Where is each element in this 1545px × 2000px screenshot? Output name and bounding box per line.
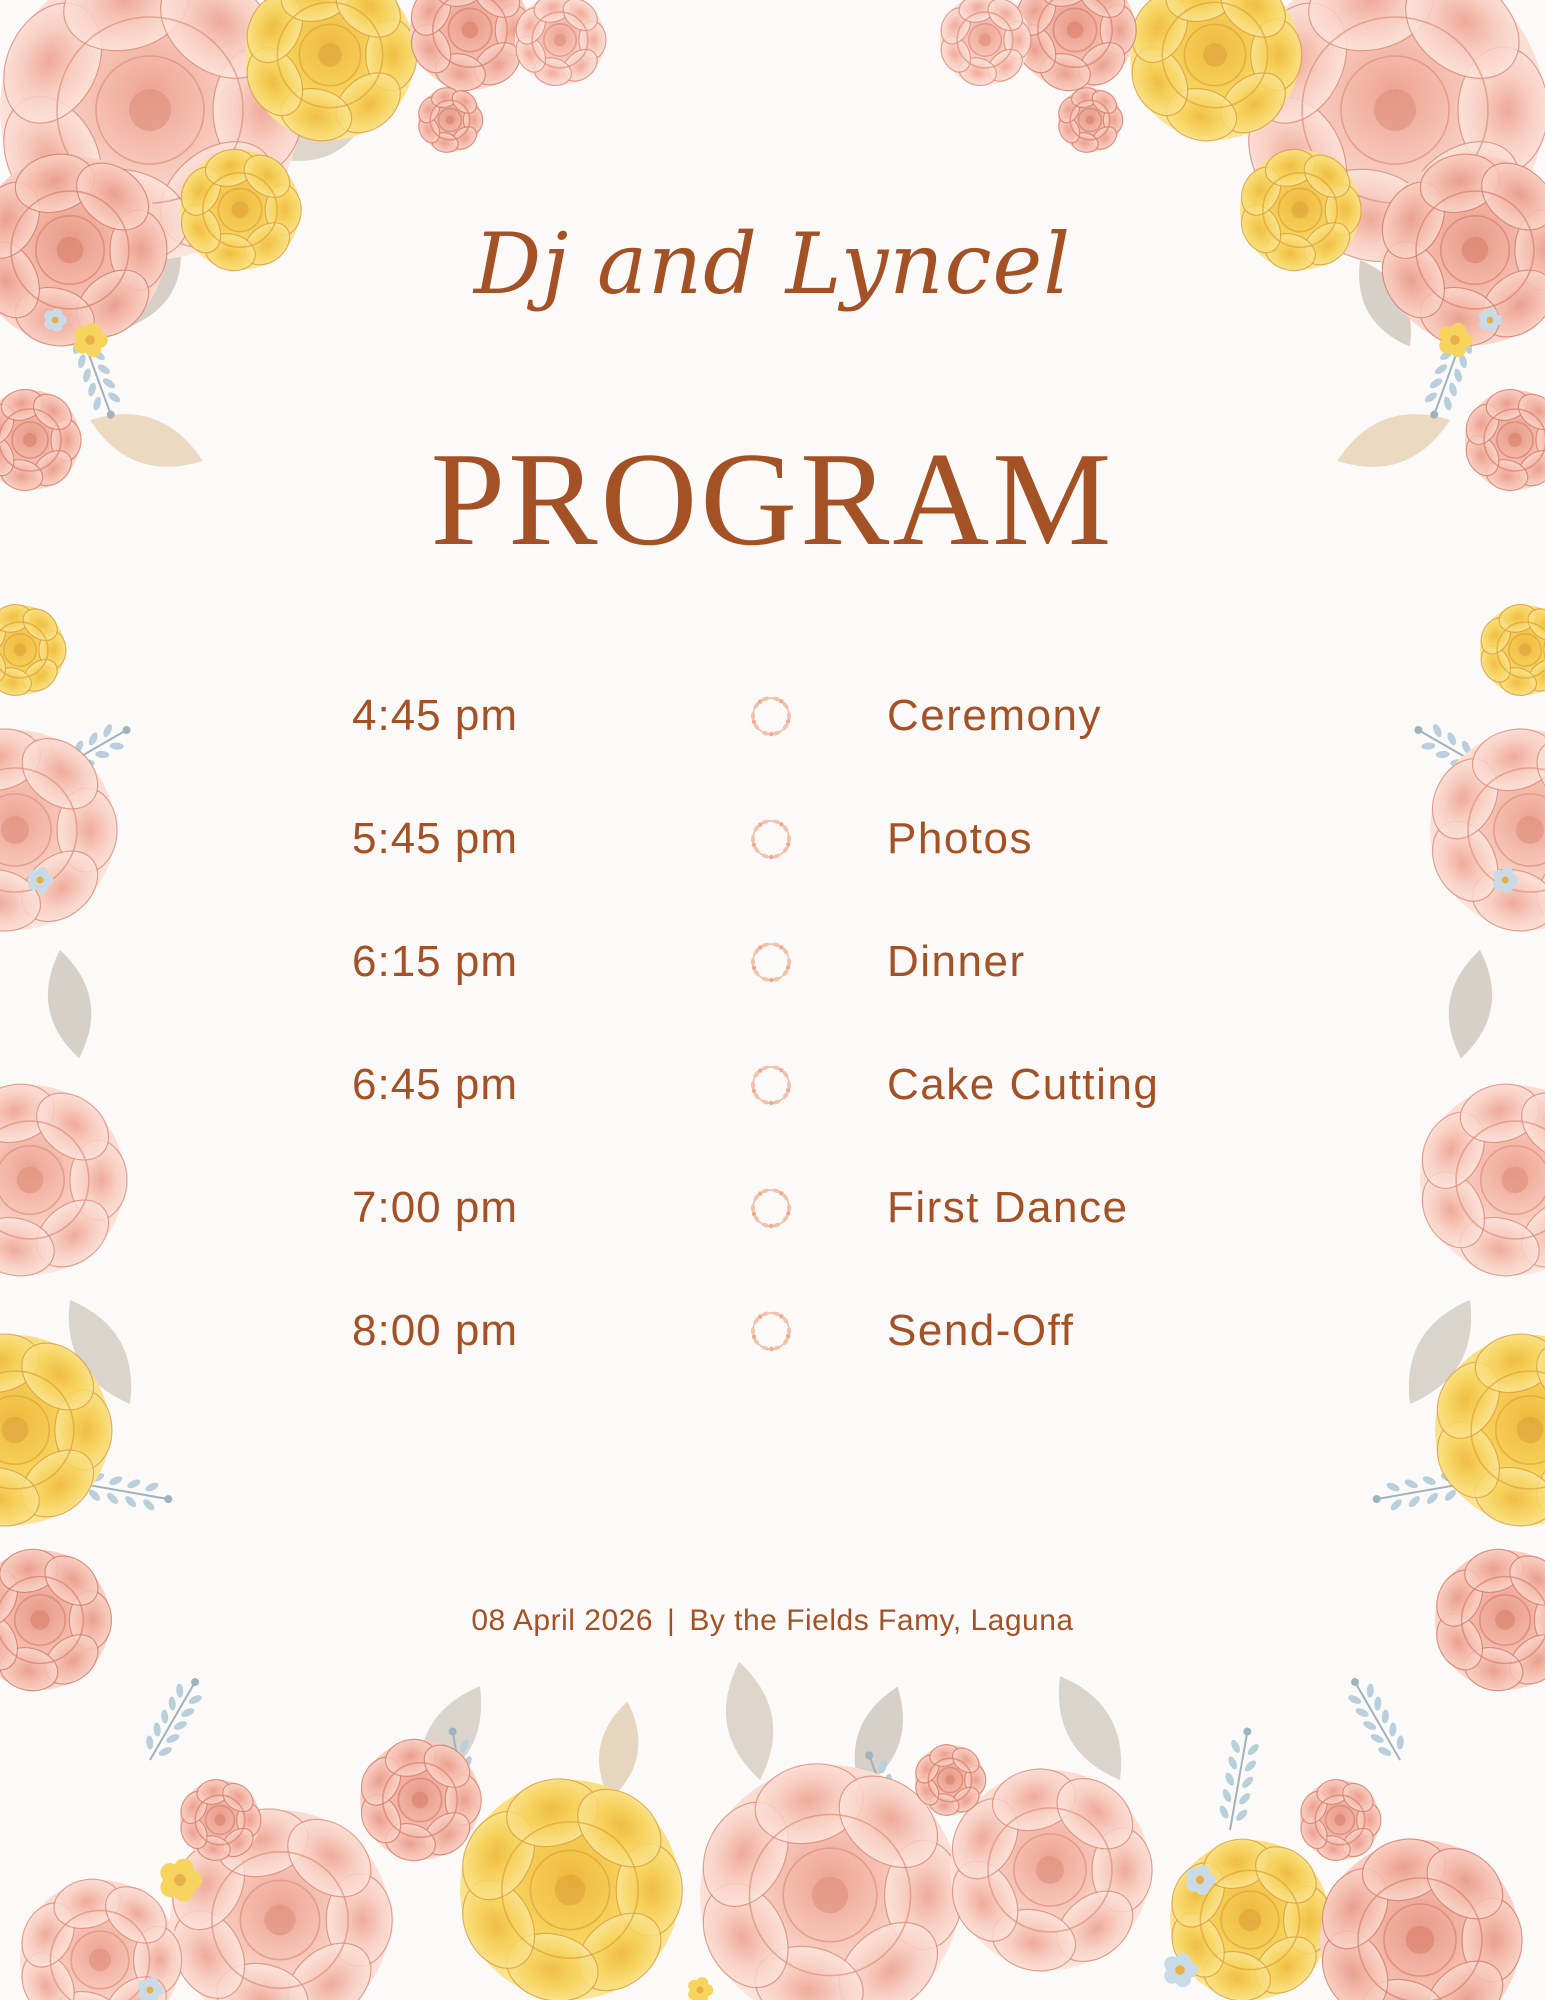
event-date: 08 April 2026 (471, 1604, 654, 1637)
schedule-event: Ceremony (887, 691, 1102, 740)
event-details-footer (0, 1604, 1545, 1638)
schedule-row (0, 1301, 1545, 1361)
wreath-icon (745, 1305, 797, 1357)
event-venue: By the Fields Famy, Laguna (689, 1604, 1074, 1637)
schedule-event: First Dance (887, 1183, 1129, 1232)
schedule-event: Photos (887, 814, 1033, 863)
wreath-icon (745, 690, 797, 742)
schedule-event: Send-Off (887, 1306, 1075, 1355)
schedule-row (0, 809, 1545, 869)
schedule-time: 7:00 pm (352, 1183, 518, 1232)
wreath-icon (745, 1182, 797, 1234)
schedule-event: Cake Cutting (887, 1060, 1160, 1109)
schedule-row (0, 686, 1545, 746)
couple-names: Dj and Lyncel (473, 215, 1072, 313)
schedule-event: Dinner (887, 937, 1026, 986)
page-title: PROGRAM (430, 425, 1115, 573)
schedule-time: 6:45 pm (352, 1060, 518, 1109)
wreath-icon (745, 813, 797, 865)
schedule-row (0, 1178, 1545, 1238)
schedule-row (0, 932, 1545, 992)
schedule-row (0, 1055, 1545, 1115)
schedule-time: 5:45 pm (352, 814, 518, 863)
footer-separator: | (667, 1604, 676, 1637)
schedule-time: 6:15 pm (352, 937, 518, 986)
schedule-time: 4:45 pm (352, 691, 518, 740)
wreath-icon (745, 936, 797, 988)
wreath-icon (745, 1059, 797, 1111)
schedule-time: 8:00 pm (352, 1306, 518, 1355)
